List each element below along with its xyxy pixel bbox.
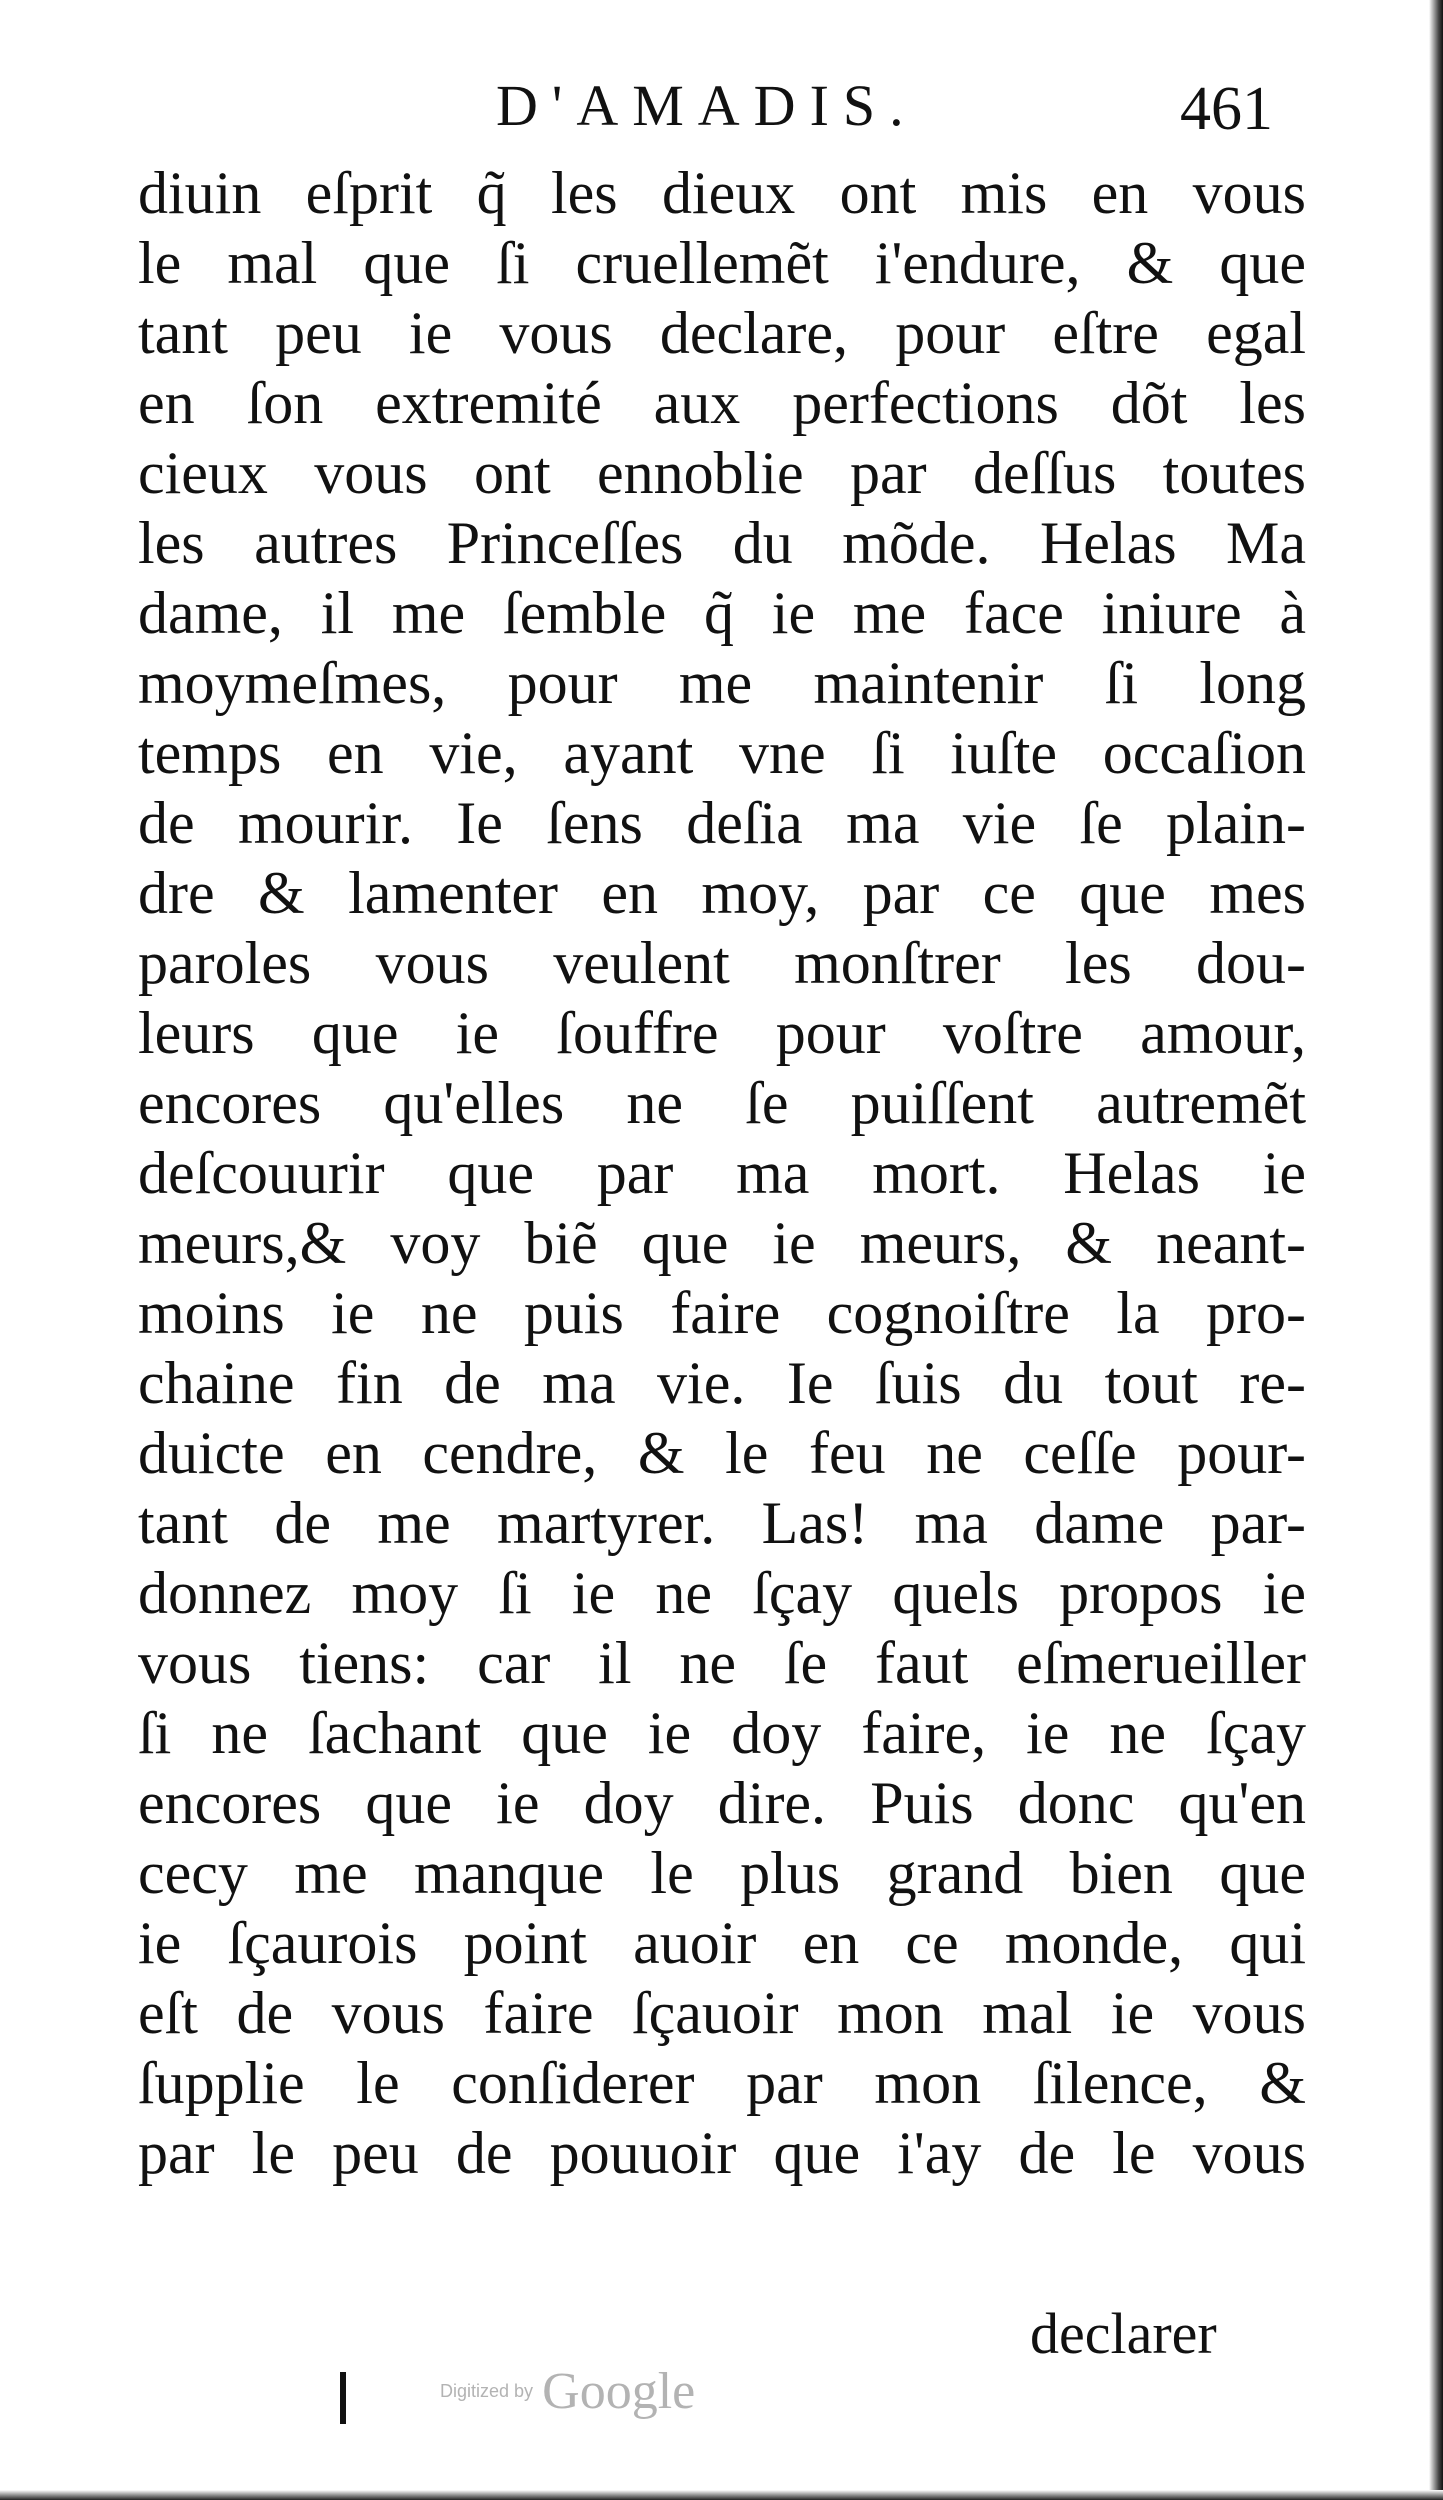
text-line: dre & lamenter en moy, par ce que mes bbox=[138, 860, 1306, 926]
page-bottom-shadow bbox=[0, 2490, 1443, 2500]
catchword: declarer bbox=[1030, 2301, 1217, 2366]
text-line: eſt de vous faire ſçauoir mon mal ie vous bbox=[138, 1980, 1306, 2046]
text-line: encores que ie doy dire. Puis donc qu'en bbox=[138, 1770, 1306, 1836]
text-line: ſi ne ſachant que ie doy faire, ie ne ſçay bbox=[138, 1700, 1306, 1766]
text-line: temps en vie, ayant vne ſi iuſte occaſion bbox=[138, 720, 1306, 786]
text-line: le mal que ſi cruellemẽt i'endure, & que bbox=[138, 230, 1306, 296]
margin-mark bbox=[340, 2372, 346, 2424]
text-line: moins ie ne puis faire cognoiſtre la pro- bbox=[138, 1280, 1306, 1346]
text-line: en ſon extremité aux perfections dõt les bbox=[138, 370, 1306, 436]
text-line: tant peu ie vous declare, pour eſtre egal bbox=[138, 300, 1306, 366]
text-line: vous tiens: car il ne ſe faut eſmerueiller bbox=[138, 1630, 1306, 1696]
text-line: les autres Princeſſes du mõde. Helas Ma bbox=[138, 510, 1306, 576]
text-line: moymeſmes, pour me maintenir ſi long bbox=[138, 650, 1306, 716]
text-line: cecy me manque le plus grand bien que bbox=[138, 1840, 1306, 1906]
google-logo: Google bbox=[542, 2363, 696, 2420]
text-line: meurs,& voy biẽ que ie meurs, & neant- bbox=[138, 1210, 1306, 1276]
text-line: donnez moy ſi ie ne ſçay quels propos ie bbox=[138, 1560, 1306, 1626]
text-line: ſupplie le conſiderer par mon ſilence, & bbox=[138, 2050, 1306, 2116]
text-block bbox=[138, 158, 1306, 2188]
text-line: cieux vous ont ennoblie par deſſus toutes bbox=[138, 440, 1306, 506]
text-line: leurs que ie ſouffre pour voſtre amour, bbox=[138, 1000, 1306, 1066]
text-line: encores qu'elles ne ſe puiſſent autremẽt bbox=[138, 1070, 1306, 1136]
text-line: tant de me martyrer. Las! ma dame par- bbox=[138, 1490, 1306, 1556]
page-number: 461 bbox=[1180, 75, 1273, 143]
page-edge-shadow bbox=[1429, 0, 1443, 2500]
text-line: de mourir. Ie ſens deſia ma vie ſe plain- bbox=[138, 790, 1306, 856]
text-line: diuin eſprit q̃ les dieux ont mis en vous bbox=[138, 160, 1306, 226]
digitized-watermark bbox=[440, 2362, 695, 2421]
text-line: duicte en cendre, & le feu ne ceſſe pour- bbox=[138, 1420, 1306, 1486]
text-line: chaine fin de ma vie. Ie ſuis du tout re- bbox=[138, 1350, 1306, 1416]
running-head: D'AMADIS. bbox=[496, 73, 918, 138]
digitized-label: Digitized by bbox=[440, 2381, 534, 2401]
text-line: deſcouurir que par ma mort. Helas ie bbox=[138, 1140, 1306, 1206]
text-line: ie ſçaurois point auoir en ce monde, qui bbox=[138, 1910, 1306, 1976]
text-line: dame, il me ſemble q̃ ie me face iniure à bbox=[138, 580, 1306, 646]
text-line: paroles vous veulent monſtrer les dou- bbox=[138, 930, 1306, 996]
text-line: par le peu de pouuoir que i'ay de le vous bbox=[138, 2120, 1306, 2186]
